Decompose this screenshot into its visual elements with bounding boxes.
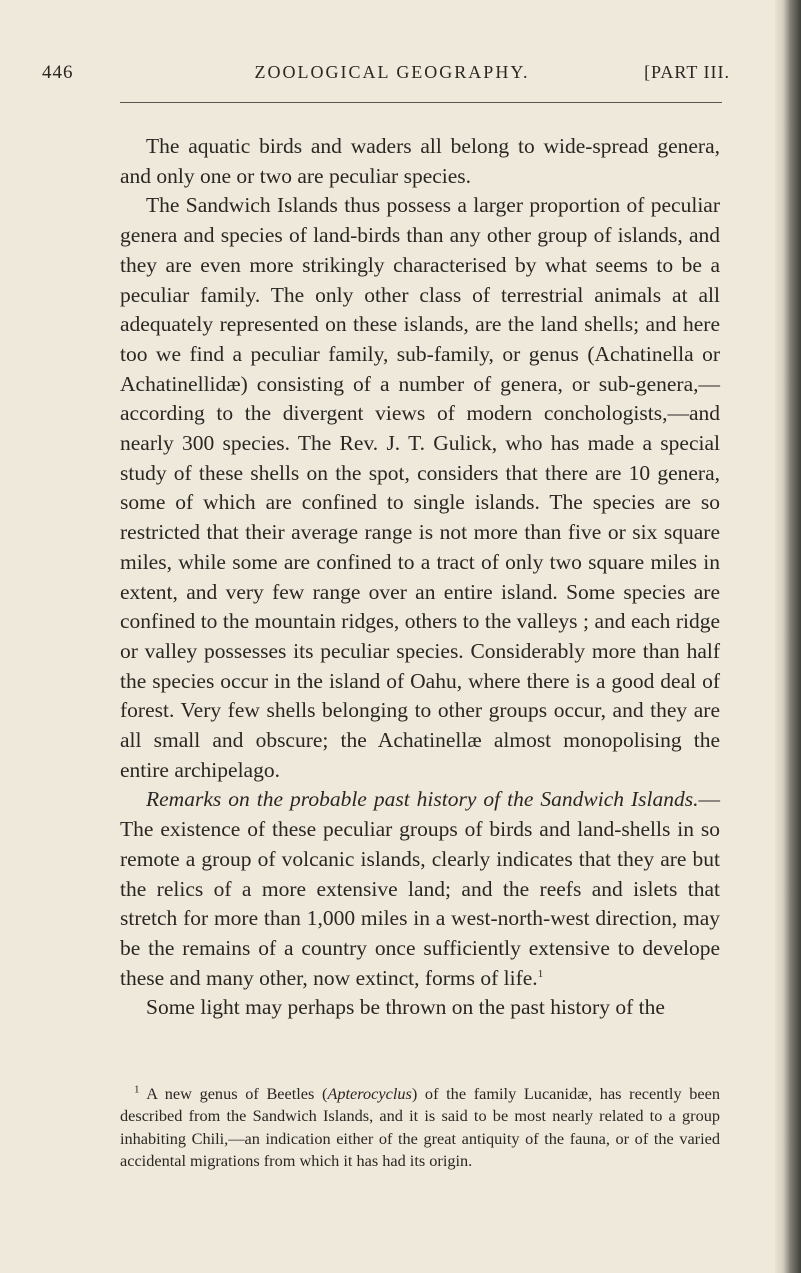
footnote-lead: A new genus of Beetles ( [139, 1084, 328, 1103]
page-header [42, 58, 742, 92]
footnote [120, 1083, 720, 1173]
footnote-marker: 1 [134, 1083, 140, 1096]
paragraph-4: Some light may perhaps be thrown on the past history of the [146, 995, 665, 1020]
footnote-reference: 1 [537, 967, 544, 980]
section-heading: Remarks on the probable past history of the Sandwich Islands. [146, 787, 699, 812]
paragraph-3 [120, 785, 720, 993]
page-edge-shadow [775, 0, 801, 1273]
running-title: ZOOLOGICAL GEOGRAPHY. [254, 62, 530, 82]
part-label: [PART III. [644, 62, 730, 82]
header-rule [120, 102, 722, 103]
paragraph-3-text: —The existence of these peculiar groups of birds and land-shells in so remote a group of volcanic islands, clearly indicates that they are but the relics of a more extensive land; and the reefs and islets that stretch for more than 1,000 miles in a west-north-west direction, may be the remains of a country once sufficiently extensive to develope these and many other, now extinct, forms of life. [120, 787, 720, 990]
body-text [120, 132, 720, 1023]
paragraph-1: The aquatic birds and waders all belong to wide-spread genera, and only one or two are peculiar species. [120, 134, 720, 188]
footnote-text: ) of the family Lucanidæ, has recently been described from the Sandwich Islands, and it is said to be most nearly related to a group inhabiting Chili,—an indication either of the great antiquity of the fauna, or of the varied accidental migrations from which it has had its origin. [120, 1084, 720, 1171]
footnote-genus: Apterocyclus [327, 1084, 412, 1103]
page-number: 446 [42, 62, 74, 83]
paragraph-2: The Sandwich Islands thus possess a larger proportion of peculiar genera and species of land-birds than any other group of islands, and they are even more strikingly characterised by what seems to be a peculiar family. The only other class of terrestrial animals at all adequately represented on these islands, are the land shells; and here too we find a peculiar family, sub-family, or genus (Achatinella or Achatinellidæ) consisting of a number of genera, or sub-genera,—according to the divergent views of modern conchologists,—and nearly 300 species. The Rev. J. T. Gulick, who has made a special study of these shells on the spot, considers that there are 10 genera, some of which are confined to single islands. The species are so restricted that their average range is not more than five or six square miles, while some are confined to a tract of only two square miles in extent, and very few range over an entire island. Some species are confined to the mountain ridges, others to the valleys ; and each ridge or valley possesses its peculiar species. Considerably more than half the species occur in the island of Oahu, where there is a good deal of forest. Very few shells belonging to other groups occur, and they are all small and obscure; the Achatinellæ almost monopolising the entire archipelago. [120, 193, 720, 782]
